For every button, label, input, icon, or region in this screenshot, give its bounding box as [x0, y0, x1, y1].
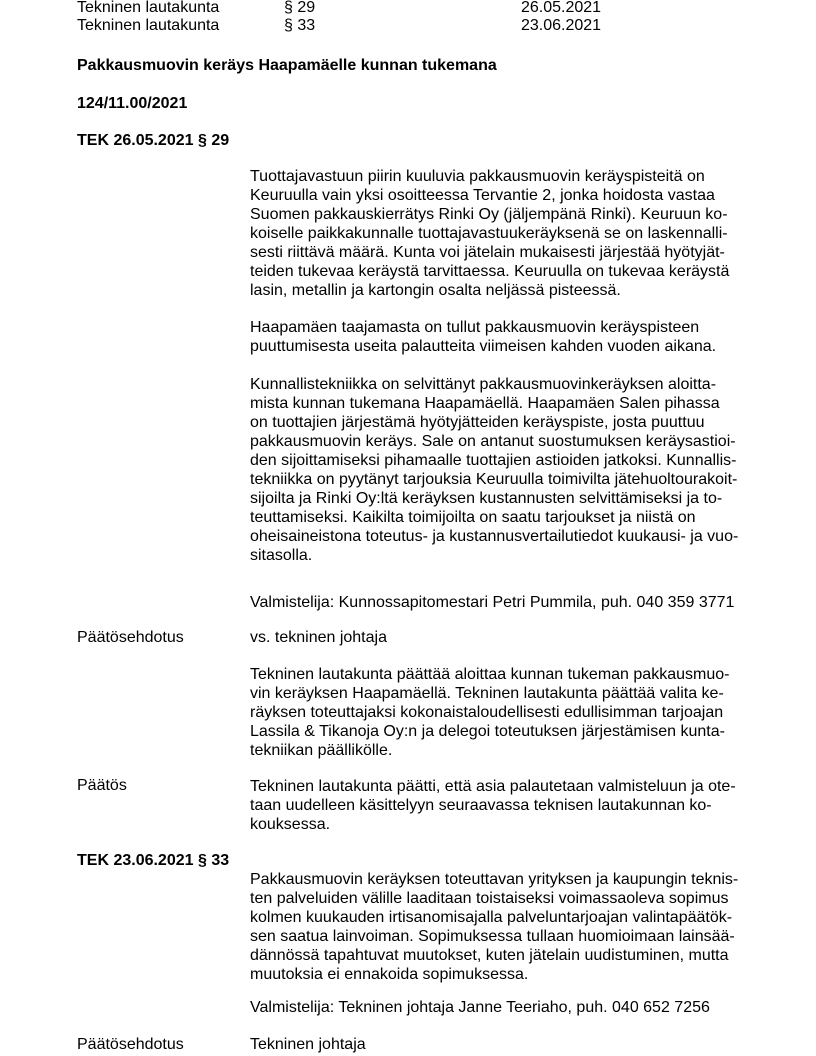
document-title: Pakkausmuovin keräys Haapamäelle kunnan tukemana: [77, 57, 497, 74]
meeting-1-decision-text: Tekninen lautakunta päätti, että asia palautetaan valmisteluun ja ote- taan uudelleen käsittelyyn seuraavassa teknisen lautakunnan ko- kouksessa.: [250, 778, 736, 833]
meeting-1-decision-label: Päätös: [77, 777, 127, 794]
meeting-1-heading: TEK 26.05.2021 § 29: [77, 132, 230, 149]
meeting-1-proposal-text: Tekninen lautakunta päättää aloittaa kunnan tukeman pakkausmuo- vin keräyksen Haapamäellä. Tekninen lautakunta päättää valita ke- räyksen toteuttajaksi kokonaistaloudellisesti edullisimman tarjoajan Lassila & Tikanoja Oy:n ja delegoi toteutuksen järjestämisen kunta- tekniikan päällikölle.: [250, 666, 730, 759]
meeting-1-proposal-label: Päätösehdotus: [77, 629, 184, 646]
meeting-2-proposal-author: Tekninen johtaja: [250, 1036, 366, 1053]
header-row-2-body: Tekninen lautakunta: [77, 17, 220, 34]
meeting-2-proposal-label: Päätösehdotus: [77, 1036, 184, 1053]
header-row-2-section: § 33: [284, 17, 316, 34]
header-row-2-date: 23.06.2021: [521, 17, 602, 34]
meeting-1-paragraph-2: Haapamäen taajamasta on tullut pakkausmuovin keräyspisteen puuttumisesta useita palautteita viimeisen kahden vuoden aikana.: [250, 319, 717, 355]
header-row-1-date: 26.05.2021: [521, 0, 602, 16]
case-number: 124/11.00/2021: [77, 95, 188, 112]
meeting-1-preparer: Valmistelija: Kunnossapitomestari Petri Pummila, puh. 040 359 3771: [250, 594, 735, 611]
meeting-1-proposal-author: vs. tekninen johtaja: [250, 629, 387, 646]
meeting-1-paragraph-3: Kunnallistekniikka on selvittänyt pakkausmuovinkeräyksen aloitta- mista kunnan tukemana Haapamäellä. Haapamäen Salen pihassa on tuottajien järjestämä hyötyjätteiden keräyspiste, josta puuttuu pakkausmuovin keräys. Sale on antanut suostumuksen keräysastioi- den sijoittamiseksi pihamaalle tuottajien astioiden jatkoksi. Kunnallis- tekniikka on pyytänyt tarjouksia Keuruulla toimivilta jätehuoltourakoit- sijoilta ja Rinki Oy:ltä keräyksen kustannusten selvittämiseksi ja to- teuttamiseksi. Kaikilta toimijoilta on saatu tarjoukset ja niistä on oheisaineistona toteutus- ja kustannusvertailutiedot kuukausi- ja vuo- sitasolla.: [250, 376, 739, 564]
header-row-1-body: Tekninen lautakunta: [77, 0, 220, 16]
meeting-2-preparer: Valmistelija: Tekninen johtaja Janne Teeriaho, puh. 040 652 7256: [250, 999, 710, 1016]
meeting-2-paragraph: Pakkausmuovin keräyksen toteuttavan yrityksen ja kaupungin teknis- ten palveluiden välille laaditaan toistaiseksi voimassaoleva sopimus kolmen kuukauden irtisanomisajalla palveluntarjoajan valintapäätök- sen saatua lainvoiman. Sopimuksessa tullaan huomioimaan lainsää- dännössä tapahtuvat muutokset, kuten jätelain uudistuminen, mutta muutoksia ei ennakoida sopimuksessa.: [250, 871, 739, 983]
header-row-1-section: § 29: [284, 0, 316, 16]
meeting-1-paragraph-1: Tuottajavastuun piirin kuuluvia pakkausmuovin keräyspisteitä on Keuruulla vain yksi osoitteessa Tervantie 2, jonka hoidosta vastaa Suomen pakkauskierrätys Rinki Oy (jäljempänä Rinki). Keuruun ko- koiselle paikkakunnalle tuottajavastuukeräyksenä se on laskennalli- sesti riittävä määrä. Kunta voi jätelain mukaisesti järjestää hyötyjät- teiden tukevaa keräystä tarvittaessa. Keuruulla on tukevaa keräystä lasin, metallin ja kartongin osalta neljässä pisteessä.: [250, 168, 730, 299]
meeting-2-heading: TEK 23.06.2021 § 33: [77, 852, 230, 869]
